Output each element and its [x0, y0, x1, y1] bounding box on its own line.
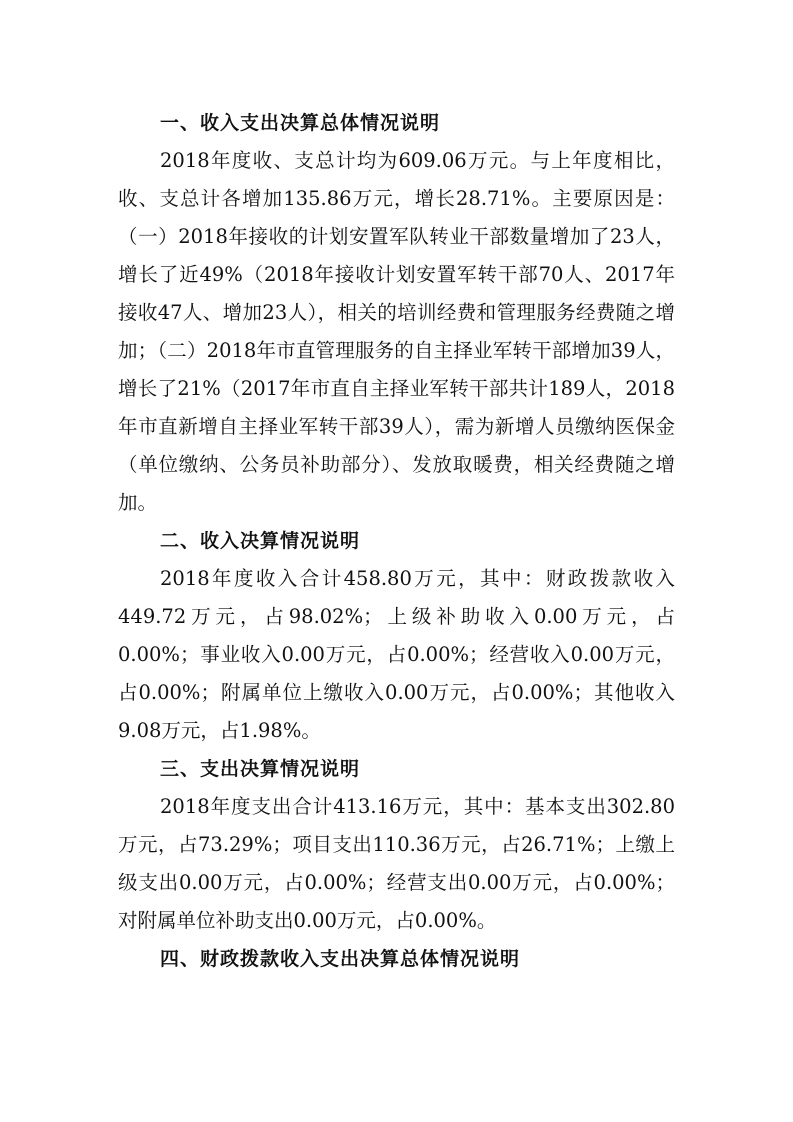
section-paragraph-3: 2018年度支出合计413.16万元，其中：基本支出302.80万元，占73.29%；项目支出110.36万元，占26.71%；上缴上级支出0.00万元，占0.00%；经营支出0.00万元，占0.00%；对附属单位补助支出0.00万元，占0.00%。 — [118, 795, 675, 932]
section-heading-3: 三、支出决算情况说明 — [160, 758, 361, 780]
section-heading-4: 四、财政拨款收入支出决算总体情况说明 — [160, 948, 521, 970]
section-heading-2: 二、收入决算情况说明 — [160, 530, 361, 552]
section-heading-1: 一、收入支出决算总体情况说明 — [160, 112, 441, 134]
section-paragraph-2: 2018年度收入合计458.80万元，其中：财政拨款收入449.72万元，占98.02%；上级补助收入0.00万元，占0.00%；事业收入0.00万元，占0.00%；经营收入0.00万元，占0.00%；附属单位上缴收入0.00万元，占0.00%；其他收入9.08万元，占1.98%。 — [118, 567, 675, 742]
section-paragraph-1: 2018年度收、支总计均为609.06万元。与上年度相比，收、支总计各增加135.86万元，增长28.71%。主要原因是：（一）2018年接收的计划安置军队转业干部数量增加了23人，增长了近49%（2018年接收计划安置军转干部70人、2017年接收47人、增加23人），相关的培训经费和管理服务经费随之增加；（二）2018年市直管理服务的自主择业军转干部增加39人，增长了21%（2017年市直自主择业军转干部共计189人，2018年市直新增自主择业军转干部39人），需为新增人员缴纳医保金（单位缴纳、公务员补助部分）、发放取暖费，相关经费随之增加。 — [118, 149, 675, 514]
